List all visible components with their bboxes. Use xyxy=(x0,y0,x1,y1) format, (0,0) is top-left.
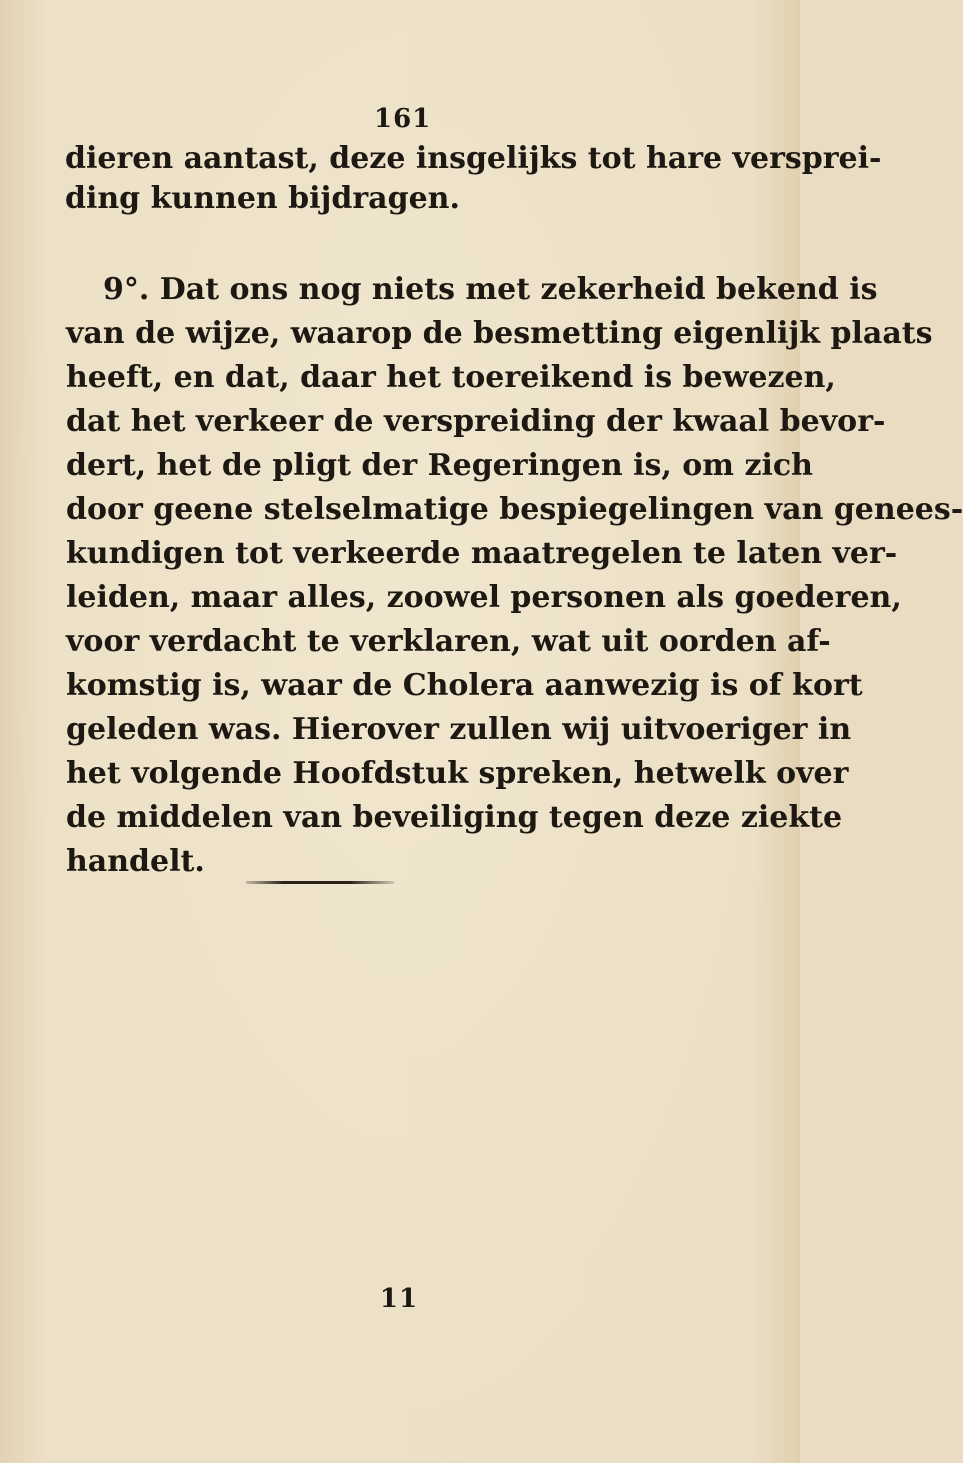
text-line: handelt. xyxy=(66,844,205,879)
text-line: ding kunnen bijdragen. xyxy=(65,181,460,216)
text-line: dert, het de pligt der Regeringen is, om zich xyxy=(66,448,813,483)
signature-mark: 11 xyxy=(379,1284,419,1314)
text-line: het volgende Hoofdstuk spreken, hetwelk over xyxy=(66,756,849,791)
text-line: dieren aantast, deze insgelijks tot hare versprei- xyxy=(65,141,882,176)
section-divider xyxy=(246,881,394,884)
text-line: geleden was. Hierover zullen wij uitvoeriger in xyxy=(66,712,852,747)
text-line: door geene stelselmatige bespiegelingen van genees- xyxy=(66,492,963,527)
text-line: kundigen tot verkeerde maatregelen te laten ver- xyxy=(66,536,898,571)
text-line: 9°. Dat ons nog niets met zekerheid bekend is xyxy=(103,272,878,307)
text-line: heeft, en dat, daar het toereikend is bewezen, xyxy=(66,360,836,395)
text-line: leiden, maar alles, zoowel personen als goederen, xyxy=(66,580,902,615)
text-line: voor verdacht te verklaren, wat uit oorden af- xyxy=(66,624,831,659)
text-line: de middelen van beveiliging tegen deze ziekte xyxy=(66,800,843,835)
page-number: 161 xyxy=(374,104,432,134)
text-line: komstig is, waar de Cholera aanwezig is of kort xyxy=(66,668,863,703)
text-line: van de wijze, waarop de besmetting eigenlijk plaats xyxy=(66,316,933,351)
text-line: dat het verkeer de verspreiding der kwaal bevor- xyxy=(66,404,886,439)
